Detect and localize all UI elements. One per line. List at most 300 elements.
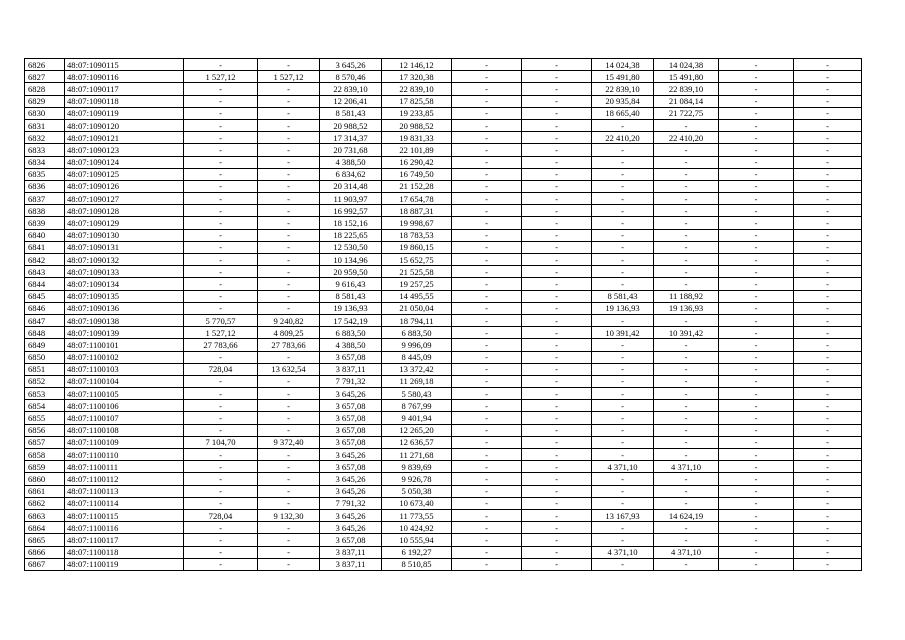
value-cell: - [452,363,522,375]
value-cell: 8 570,46 [320,71,382,83]
value-cell: - [654,363,719,375]
value-cell: - [592,119,654,131]
value-cell: 17 542,19 [320,314,382,326]
value-cell: - [184,546,258,558]
value-cell: - [258,217,320,229]
value-cell: 7 791,32 [320,375,382,387]
value-cell: - [184,107,258,119]
value-cell: 6 883,50 [382,327,452,339]
value-cell: - [184,522,258,534]
value-cell: - [654,205,719,217]
table-row [25,314,862,326]
value-cell: - [654,339,719,351]
value-cell: - [522,59,592,71]
value-cell: - [794,534,862,546]
value-cell: - [794,59,862,71]
value-cell: - [719,266,794,278]
value-cell: - [184,180,258,192]
value-cell: - [258,83,320,95]
value-cell: - [522,168,592,180]
value-cell: - [654,522,719,534]
table-row [25,546,862,558]
value-cell: - [452,449,522,461]
value-cell: - [592,205,654,217]
value-cell: 3 657,08 [320,424,382,436]
value-cell: 10 673,40 [382,497,452,509]
value-cell: - [184,156,258,168]
value-cell: - [794,473,862,485]
value-cell: 9 401,94 [382,412,452,424]
table-row [25,485,862,497]
value-cell: 8 581,43 [320,290,382,302]
cadastral-number-cell: 48:07:1090115 [65,59,184,71]
value-cell: - [654,241,719,253]
table-row [25,400,862,412]
cadastral-number-cell: 48:07:1100119 [65,558,184,570]
value-cell: - [452,241,522,253]
value-cell: 15 491,80 [592,71,654,83]
value-cell: - [719,546,794,558]
cadastral-number-cell: 48:07:1100110 [65,449,184,461]
value-cell: - [719,424,794,436]
value-cell: - [258,119,320,131]
cadastral-number-cell: 48:07:1100115 [65,509,184,521]
value-cell: - [184,485,258,497]
value-cell: - [719,436,794,448]
cadastral-number-cell: 48:07:1090120 [65,119,184,131]
table-row [25,193,862,205]
value-cell: - [522,83,592,95]
value-cell: - [184,217,258,229]
value-cell: - [258,266,320,278]
value-cell: - [592,388,654,400]
value-cell: - [719,71,794,83]
cadastral-number-cell: 48:07:1090130 [65,229,184,241]
value-cell: 21 152,28 [382,180,452,192]
value-cell: - [719,497,794,509]
cadastral-number-cell: 48:07:1100116 [65,522,184,534]
value-cell: 18 665,40 [592,107,654,119]
value-cell: - [592,229,654,241]
value-cell: 3 657,08 [320,351,382,363]
value-cell: - [258,144,320,156]
value-cell: - [452,302,522,314]
table-row [25,522,862,534]
value-cell: - [258,485,320,497]
value-cell: 18 225,65 [320,229,382,241]
row-number-cell: 6865 [25,534,65,546]
value-cell: 10 424,92 [382,522,452,534]
value-cell: - [592,375,654,387]
row-number-cell: 6841 [25,241,65,253]
table-row [25,351,862,363]
cadastral-number-cell: 48:07:1090123 [65,144,184,156]
row-number-cell: 6844 [25,278,65,290]
value-cell: - [794,400,862,412]
table-row [25,119,862,131]
value-cell: - [184,229,258,241]
value-cell: - [794,522,862,534]
row-number-cell: 6856 [25,424,65,436]
value-cell: - [719,205,794,217]
value-cell: - [654,558,719,570]
value-cell: - [184,534,258,546]
row-number-cell: 6845 [25,290,65,302]
value-cell: - [654,424,719,436]
value-cell: - [719,83,794,95]
value-cell: - [719,168,794,180]
value-cell: - [794,241,862,253]
value-cell: - [794,254,862,266]
value-cell: 13 632,54 [258,363,320,375]
row-number-cell: 6836 [25,180,65,192]
value-cell: - [654,254,719,266]
row-number-cell: 6847 [25,314,65,326]
value-cell: 12 530,50 [320,241,382,253]
value-cell: - [184,412,258,424]
value-cell: - [794,546,862,558]
cadastral-number-cell: 48:07:1100109 [65,436,184,448]
value-cell: - [184,497,258,509]
row-number-cell: 6831 [25,119,65,131]
value-cell: 16 290,42 [382,156,452,168]
value-cell: - [654,388,719,400]
value-cell: 22 839,10 [592,83,654,95]
value-cell: - [719,522,794,534]
value-cell: - [184,254,258,266]
value-cell: - [452,497,522,509]
cadastral-number-cell: 48:07:1090131 [65,241,184,253]
value-cell: - [592,193,654,205]
table-row [25,339,862,351]
value-cell: - [258,168,320,180]
value-cell: 4 371,10 [654,461,719,473]
value-cell: - [258,388,320,400]
row-number-cell: 6838 [25,205,65,217]
value-cell: - [452,314,522,326]
value-cell: - [522,254,592,266]
table-row [25,290,862,302]
value-cell: 8 581,43 [592,290,654,302]
value-cell: - [794,351,862,363]
cadastral-number-cell: 48:07:1100113 [65,485,184,497]
value-cell: - [592,449,654,461]
value-cell: - [452,290,522,302]
value-cell: - [719,144,794,156]
value-cell: 3 645,26 [320,388,382,400]
table-row [25,205,862,217]
value-cell: 3 657,08 [320,436,382,448]
value-cell: 8 767,99 [382,400,452,412]
value-cell: - [522,558,592,570]
table-row [25,83,862,95]
value-cell: - [719,351,794,363]
value-cell: - [794,193,862,205]
value-cell: - [794,205,862,217]
value-cell: - [794,107,862,119]
value-cell: - [184,95,258,107]
value-cell: 17 825,58 [382,95,452,107]
table-row [25,59,862,71]
value-cell: - [522,424,592,436]
value-cell: 3 837,11 [320,363,382,375]
value-cell: - [654,193,719,205]
value-cell: - [258,59,320,71]
value-cell: - [654,375,719,387]
value-cell: - [592,156,654,168]
value-cell: - [719,193,794,205]
cadastral-number-cell: 48:07:1100118 [65,546,184,558]
value-cell: - [522,461,592,473]
value-cell: 1 527,12 [184,327,258,339]
value-cell: - [452,546,522,558]
value-cell: - [258,95,320,107]
value-cell: 4 371,10 [592,546,654,558]
value-cell: - [592,144,654,156]
value-cell: 3 645,26 [320,485,382,497]
table-row [25,266,862,278]
row-number-cell: 6827 [25,71,65,83]
value-cell: 9 996,09 [382,339,452,351]
value-cell: - [592,485,654,497]
value-cell: - [592,217,654,229]
value-cell: - [452,461,522,473]
value-cell: - [452,119,522,131]
row-number-cell: 6842 [25,254,65,266]
value-cell: - [184,290,258,302]
value-cell: - [794,180,862,192]
value-cell: 19 136,93 [592,302,654,314]
value-cell: - [719,229,794,241]
value-cell: - [258,254,320,266]
value-cell: - [452,473,522,485]
value-cell: - [592,351,654,363]
row-number-cell: 6864 [25,522,65,534]
value-cell: - [522,144,592,156]
cadastral-number-cell: 48:07:1090124 [65,156,184,168]
value-cell: - [258,278,320,290]
value-cell: 3 645,26 [320,449,382,461]
value-cell: - [258,205,320,217]
value-cell: - [794,558,862,570]
value-cell: - [184,473,258,485]
value-cell: - [592,497,654,509]
value-cell: 14 024,38 [654,59,719,71]
value-cell: - [719,314,794,326]
value-cell: 17 314,37 [320,132,382,144]
value-cell: - [522,509,592,521]
value-cell: - [184,388,258,400]
value-cell: 19 233,85 [382,107,452,119]
value-cell: - [258,546,320,558]
value-cell: - [719,180,794,192]
value-cell: 728,04 [184,363,258,375]
value-cell: - [452,278,522,290]
value-cell: 1 527,12 [184,71,258,83]
value-cell: - [522,229,592,241]
value-cell: 12 636,57 [382,436,452,448]
value-cell: - [184,461,258,473]
cadastral-number-cell: 48:07:1090126 [65,180,184,192]
value-cell: 10 391,42 [592,327,654,339]
table-row [25,388,862,400]
value-cell: - [522,217,592,229]
value-cell: - [592,436,654,448]
value-cell: - [522,497,592,509]
value-cell: - [794,314,862,326]
value-cell: 22 101,89 [382,144,452,156]
row-number-cell: 6852 [25,375,65,387]
value-cell: 14 024,38 [592,59,654,71]
value-cell: 22 839,10 [320,83,382,95]
table-row [25,424,862,436]
value-cell: - [522,278,592,290]
value-cell: - [719,375,794,387]
value-cell: - [522,351,592,363]
cadastral-number-cell: 48:07:1100112 [65,473,184,485]
value-cell: - [184,168,258,180]
cadastral-number-cell: 48:07:1100117 [65,534,184,546]
row-number-cell: 6840 [25,229,65,241]
value-cell: - [522,388,592,400]
table-row [25,509,862,521]
value-cell: - [719,278,794,290]
table-row [25,497,862,509]
row-number-cell: 6857 [25,436,65,448]
value-cell: - [794,327,862,339]
value-cell: - [522,485,592,497]
cadastral-number-cell: 48:07:1090119 [65,107,184,119]
value-cell: - [452,95,522,107]
row-number-cell: 6839 [25,217,65,229]
value-cell: - [592,180,654,192]
value-cell: 5 770,57 [184,314,258,326]
value-cell: - [184,351,258,363]
cadastral-number-cell: 48:07:1100105 [65,388,184,400]
cadastral-number-cell: 48:07:1100107 [65,412,184,424]
cadastral-number-cell: 48:07:1100101 [65,339,184,351]
value-cell: - [184,205,258,217]
value-cell: - [794,266,862,278]
value-cell: - [794,449,862,461]
value-cell: - [719,388,794,400]
value-cell: - [654,278,719,290]
value-cell: - [654,229,719,241]
value-cell: - [719,254,794,266]
value-cell: 9 240,82 [258,314,320,326]
value-cell: - [258,241,320,253]
row-number-cell: 6861 [25,485,65,497]
cadastral-number-cell: 48:07:1090127 [65,193,184,205]
table-row [25,327,862,339]
table-row [25,144,862,156]
row-number-cell: 6858 [25,449,65,461]
value-cell: - [258,473,320,485]
row-number-cell: 6853 [25,388,65,400]
value-cell: - [719,217,794,229]
value-cell: - [258,156,320,168]
value-cell: 4 809,25 [258,327,320,339]
cadastral-number-cell: 48:07:1090135 [65,290,184,302]
cadastral-number-cell: 48:07:1100104 [65,375,184,387]
value-cell: - [522,546,592,558]
value-cell: - [794,339,862,351]
value-cell: - [258,449,320,461]
value-cell: - [452,132,522,144]
value-cell: - [452,144,522,156]
value-cell: - [654,119,719,131]
row-number-cell: 6859 [25,461,65,473]
value-cell: - [719,59,794,71]
value-cell: 15 652,75 [382,254,452,266]
value-cell: - [452,156,522,168]
value-cell: - [719,302,794,314]
value-cell: 10 555,94 [382,534,452,546]
value-cell: - [719,534,794,546]
value-cell: - [794,436,862,448]
value-cell: - [654,449,719,461]
table-row [25,241,862,253]
value-cell: - [794,424,862,436]
value-cell: - [522,375,592,387]
value-cell: 3 657,08 [320,400,382,412]
value-cell: - [592,254,654,266]
value-cell: - [794,229,862,241]
value-cell: 11 773,55 [382,509,452,521]
data-table [24,58,862,571]
value-cell: - [522,180,592,192]
cadastral-number-cell: 48:07:1100108 [65,424,184,436]
row-number-cell: 6833 [25,144,65,156]
value-cell: - [258,302,320,314]
value-cell: 18 783,53 [382,229,452,241]
value-cell: - [522,449,592,461]
value-cell: 3 645,26 [320,509,382,521]
value-cell: - [654,168,719,180]
value-cell: 3 837,11 [320,546,382,558]
value-cell: - [654,266,719,278]
value-cell: - [452,509,522,521]
value-cell: - [592,168,654,180]
value-cell: - [794,168,862,180]
value-cell: - [258,193,320,205]
value-cell: - [719,156,794,168]
row-number-cell: 6834 [25,156,65,168]
value-cell: 10 134,96 [320,254,382,266]
value-cell: 4 388,50 [320,339,382,351]
value-cell: - [452,327,522,339]
value-cell: 13 372,42 [382,363,452,375]
table-row [25,95,862,107]
value-cell: - [719,558,794,570]
value-cell: - [452,107,522,119]
value-cell: - [719,412,794,424]
value-cell: - [654,314,719,326]
value-cell: - [184,449,258,461]
value-cell: - [719,461,794,473]
value-cell: 13 167,93 [592,509,654,521]
row-number-cell: 6829 [25,95,65,107]
value-cell: 6 192,27 [382,546,452,558]
value-cell: - [794,156,862,168]
value-cell: - [794,412,862,424]
value-cell: - [592,534,654,546]
value-cell: - [592,412,654,424]
value-cell: 14 624,19 [654,509,719,521]
table-row [25,449,862,461]
value-cell: - [258,290,320,302]
table-row [25,156,862,168]
